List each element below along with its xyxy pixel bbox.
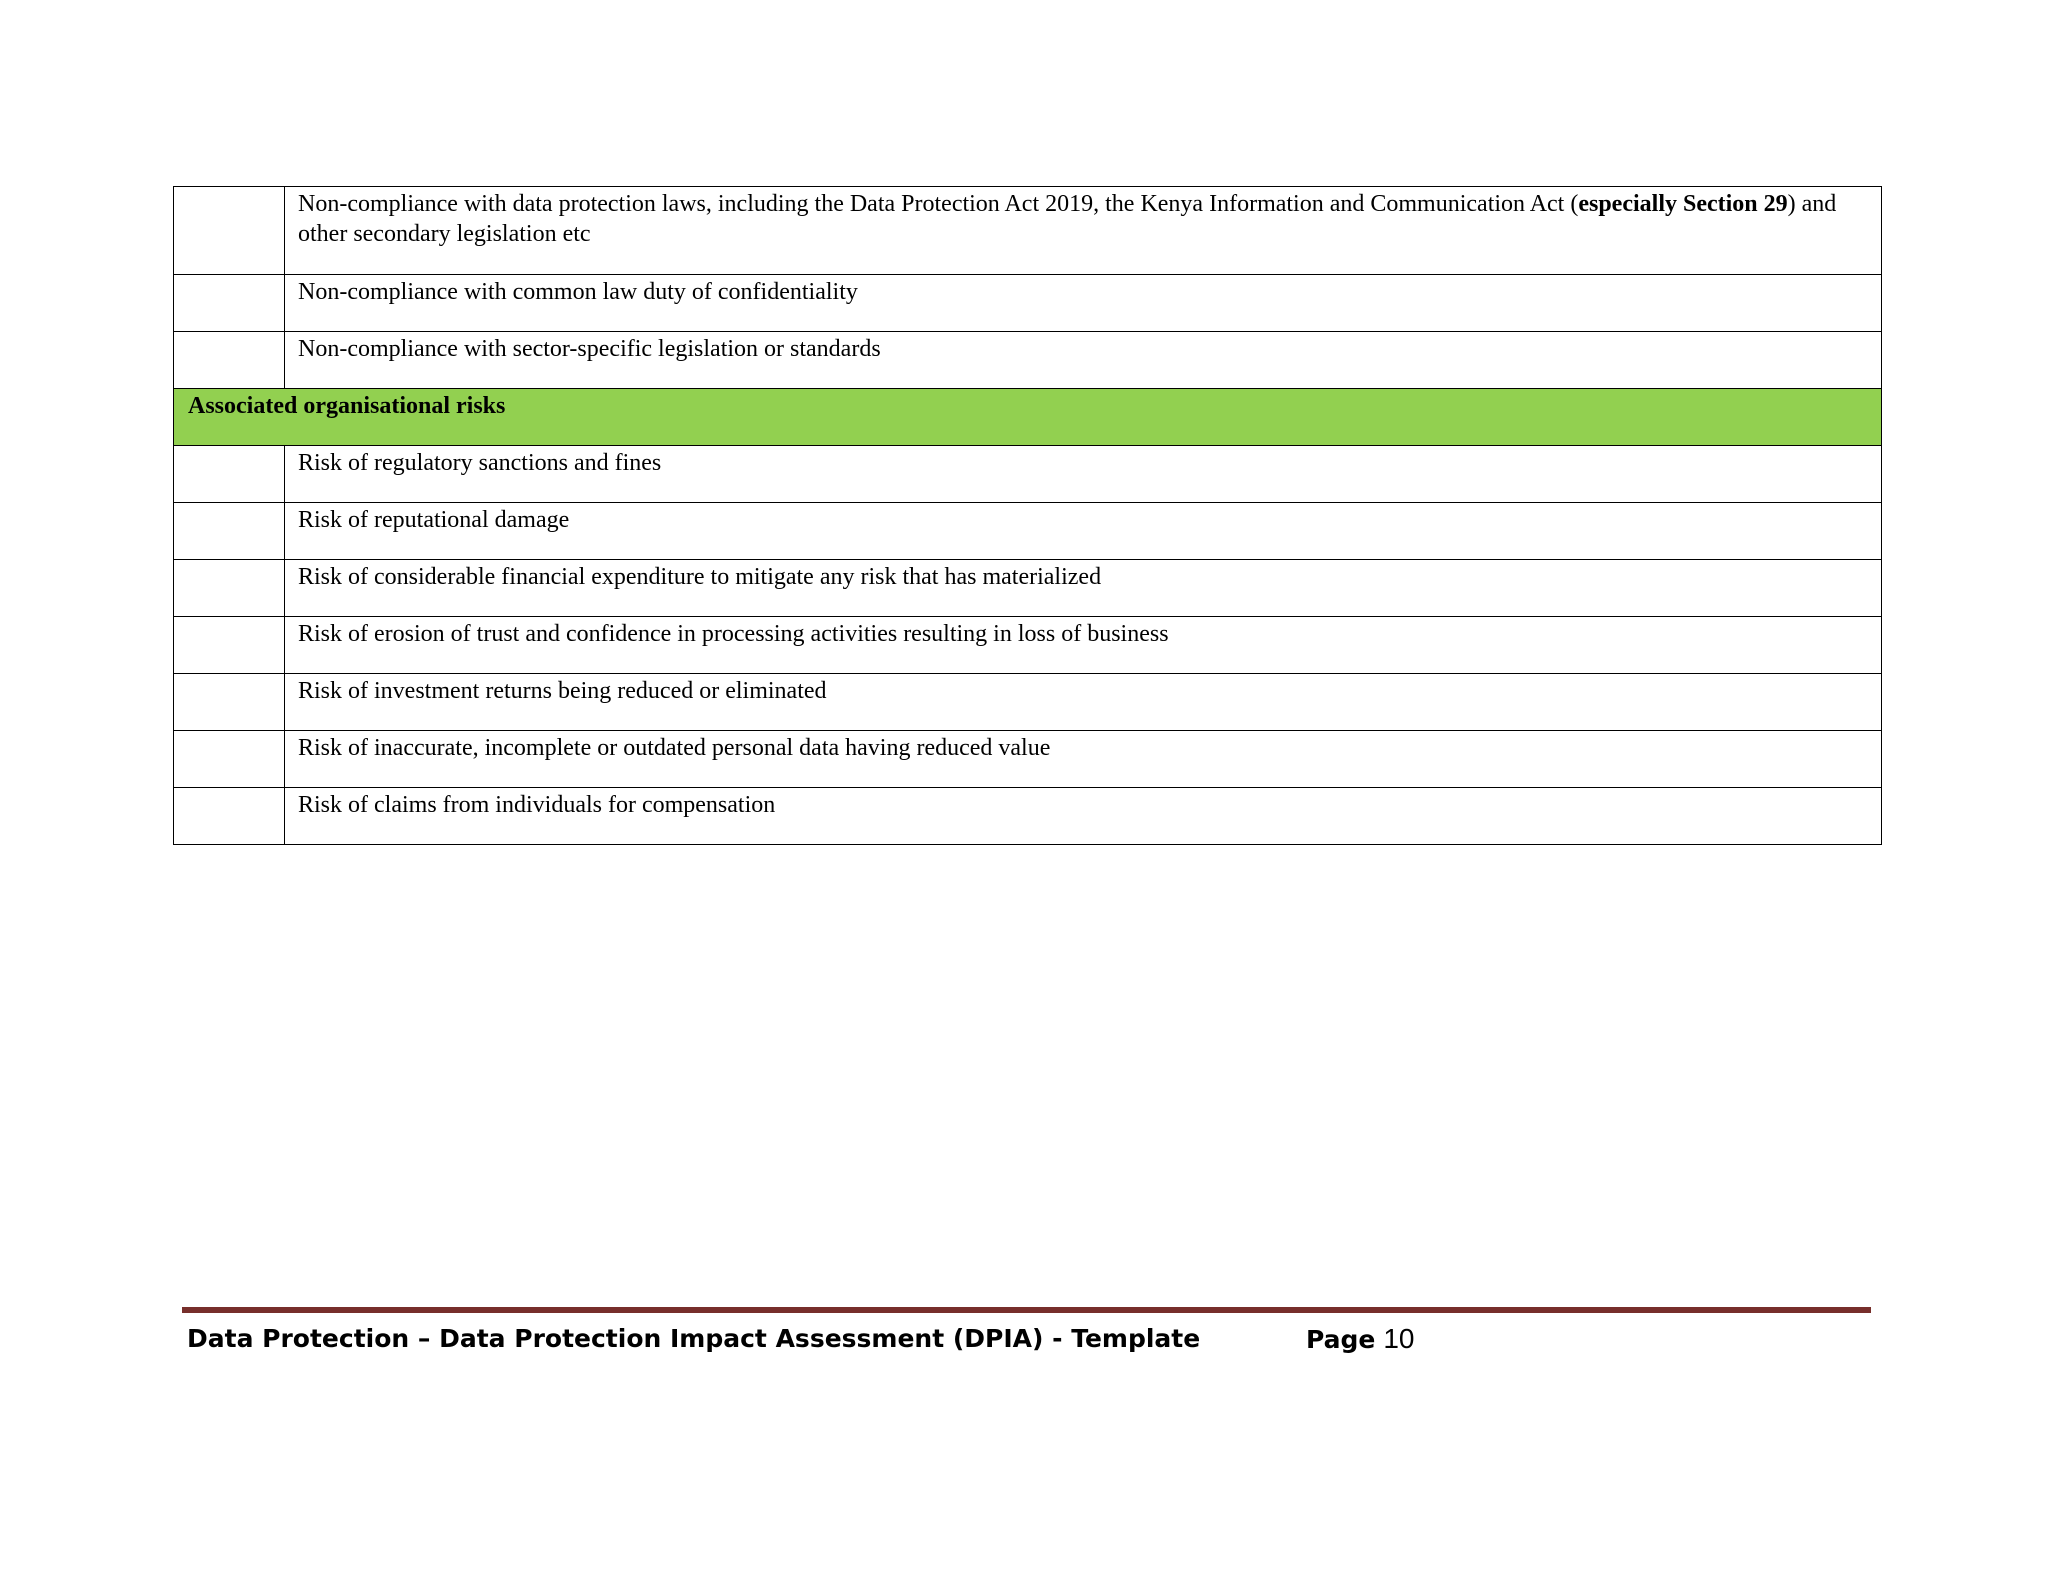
table-row	[174, 503, 1882, 560]
checkbox-cell[interactable]	[174, 503, 285, 560]
table-row	[174, 332, 1882, 389]
section-heading-row	[174, 389, 1882, 446]
risk-text: Non-compliance with data protection laws, including the Data Protection Act 2019, the Kenya Information and Communication Act (	[298, 191, 1579, 217]
risk-table	[173, 186, 1882, 845]
risk-description: Non-compliance with sector-specific legislation or standards	[285, 332, 1882, 389]
table-row	[174, 275, 1882, 332]
risk-description: Risk of inaccurate, incomplete or outdated personal data having reduced value	[285, 731, 1882, 788]
table-row	[174, 187, 1882, 275]
checkbox-cell[interactable]	[174, 560, 285, 617]
table-row	[174, 674, 1882, 731]
checkbox-cell[interactable]	[174, 617, 285, 674]
checkbox-cell[interactable]	[174, 731, 285, 788]
page-number	[1306, 1322, 1414, 1357]
table-row	[174, 788, 1882, 845]
risk-description	[285, 187, 1882, 275]
checkbox-cell[interactable]	[174, 446, 285, 503]
table-row	[174, 731, 1882, 788]
checkbox-cell[interactable]	[174, 275, 285, 332]
page-number-value: 10	[1383, 1323, 1415, 1354]
checkbox-cell[interactable]	[174, 187, 285, 275]
risk-description: Risk of regulatory sanctions and fines	[285, 446, 1882, 503]
table-row	[174, 560, 1882, 617]
risk-description: Risk of erosion of trust and confidence in processing activities resulting in loss of business	[285, 617, 1882, 674]
risk-description: Risk of reputational damage	[285, 503, 1882, 560]
risk-description: Risk of considerable financial expenditure to mitigate any risk that has materialized	[285, 560, 1882, 617]
risk-text: ) and other secondary legislation etc	[298, 191, 1837, 247]
page-label: Page	[1306, 1325, 1376, 1354]
checkbox-cell[interactable]	[174, 788, 285, 845]
risk-description: Risk of investment returns being reduced or eliminated	[285, 674, 1882, 731]
risk-text-emphasis: especially Section 29	[1578, 191, 1788, 217]
risk-description: Risk of claims from individuals for compensation	[285, 788, 1882, 845]
footer-title: Data Protection – Data Protection Impact Assessment (DPIA) - Template	[187, 1324, 1201, 1353]
checkbox-cell[interactable]	[174, 674, 285, 731]
checkbox-cell[interactable]	[174, 332, 285, 389]
footer-divider	[182, 1307, 1871, 1313]
table-row	[174, 446, 1882, 503]
risk-description: Non-compliance with common law duty of confidentiality	[285, 275, 1882, 332]
section-heading: Associated organisational risks	[174, 389, 1882, 446]
table-row	[174, 617, 1882, 674]
